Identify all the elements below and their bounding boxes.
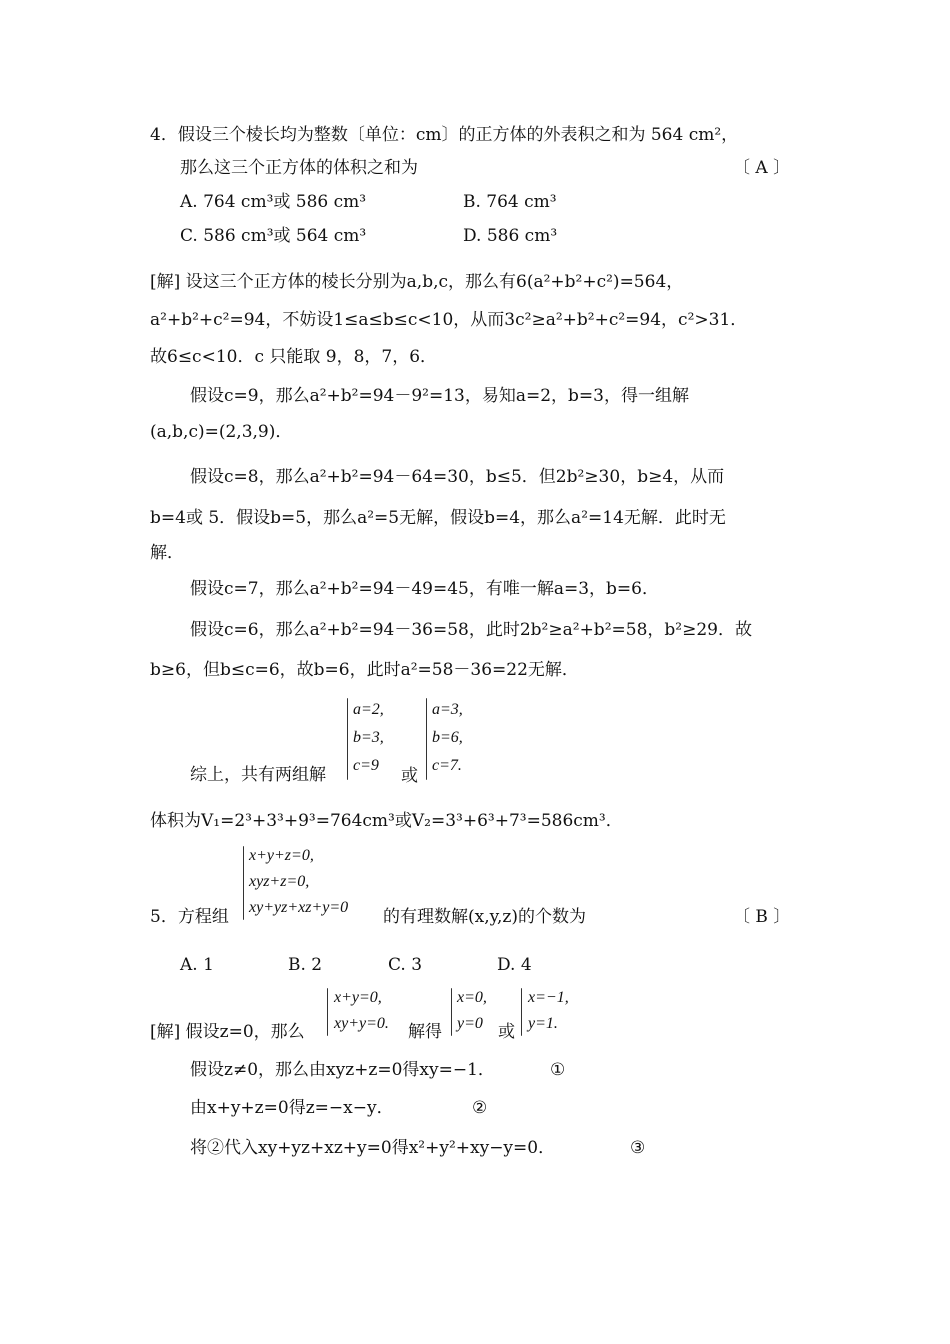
q5-answer: 〔 B 〕 [733,907,791,927]
equation-mark: ③ [630,1138,646,1158]
q4-option-c: C. 586 cm³或 564 cm³ [180,226,367,246]
q4-solution-line: 解． [150,543,184,563]
q4-option-b: B. 764 cm³ [463,192,557,212]
q4-solution-line: a²+b²+c²=94，不妨设1≤a≤b≤c<10，从而3c²≥a²+b²+c²=94，c²>31． [150,310,748,330]
q4-solution-line: 假设c=9，那么a²+b²=94－9²=13，易知a=2，b=3，得一组解 [190,386,689,406]
q4-solution-line: b=4或 5．假设b=5，那么a²=5无解，假设b=4，那么a²=14无解．此时无 [150,508,726,528]
q4-solution-line: b≥6，但b≤c=6，故b=6，此时a²=58－36=22无解． [150,660,579,680]
system-row: y=1. [528,1015,558,1032]
system-row: xy+y=0. [334,1015,389,1032]
system-row: a=2, [353,701,384,718]
q4-option-a: A. 764 cm³或 586 cm³ [180,192,367,212]
q4-solution-line: 假设c=6，那么a²+b²=94－36=58，此时2b²≥a²+b²=58，b²≥29．故 [190,620,752,640]
brace-icon [347,698,348,780]
brace-icon [521,988,522,1036]
or-text: 或 [498,1022,515,1042]
or-text: 或 [401,766,418,786]
q4-solution-line: (a,b,c)=(2,3,9)． [150,422,293,442]
q4-stem-line1: 4．假设三个棱长均为整数〔单位：cm〕的正方体的外表积之和为 564 cm²， [150,125,739,145]
system-row: c=9 [353,757,379,774]
system-row: c=7. [432,757,462,774]
q4-option-d: D. 586 cm³ [463,226,558,246]
system-row: x+y+z=0, [249,847,314,864]
q4-volume: 体积为V₁=2³+3³+9³=764cm³或V₂=3³+6³+7³=586cm³． [150,811,623,831]
q4-stem-line2: 那么这三个正方体的体积之和为 [180,158,418,178]
system-row: y=0 [457,1015,483,1032]
solved-text: 解得 [408,1022,442,1042]
system-row: b=3, [353,729,384,746]
q4-answer: 〔 A 〕 [733,158,791,178]
q5-option-d: D. 4 [497,955,532,975]
q4-solution-line: [解] 设这三个正方体的棱长分别为a,b,c，那么有6(a²+b²+c²)=564， [150,272,684,292]
brace-icon [451,988,452,1036]
q5-label: 5．方程组 [150,907,229,927]
q4-solution-line: 故6≤c<10．c 只能取 9，8，7，6． [150,347,438,367]
q5-option-c: C. 3 [388,955,423,975]
system-row: xyz+z=0, [249,873,310,890]
brace-icon [327,988,328,1036]
system-row: x=−1, [528,989,569,1006]
brace-icon [426,698,427,780]
system-row: xy+yz+xz+y=0 [249,899,349,916]
q5-step: 假设z≠0，那么由xyz+z=0得xy=−1． [190,1060,495,1080]
system-row: b=6, [432,729,463,746]
q5-stem: 的有理数解(x,y,z)的个数为 [383,907,586,927]
q5-option-b: B. 2 [288,955,323,975]
q4-summary-label: 综上，共有两组解 [190,765,326,785]
q5-option-a: A. 1 [180,955,214,975]
q5-solution-prefix: [解] 假设z=0，那么 [150,1022,305,1042]
equation-mark: ① [550,1060,566,1080]
system-row: x=0, [457,989,487,1006]
equation-mark: ② [472,1098,488,1118]
q4-solution-line: 假设c=8，那么a²+b²=94－64=30，b≤5．但2b²≥30，b≥4，从而 [190,467,725,487]
brace-icon [243,846,244,920]
system-row: a=3, [432,701,463,718]
q5-step: 将②代入xy+yz+xz+y=0得x²+y²+xy−y=0． [190,1138,556,1158]
system-row: x+y=0, [334,989,382,1006]
q5-step: 由x+y+z=0得z=−x−y． [190,1098,394,1118]
q4-solution-line: 假设c=7，那么a²+b²=94－49=45，有唯一解a=3，b=6． [190,579,659,599]
